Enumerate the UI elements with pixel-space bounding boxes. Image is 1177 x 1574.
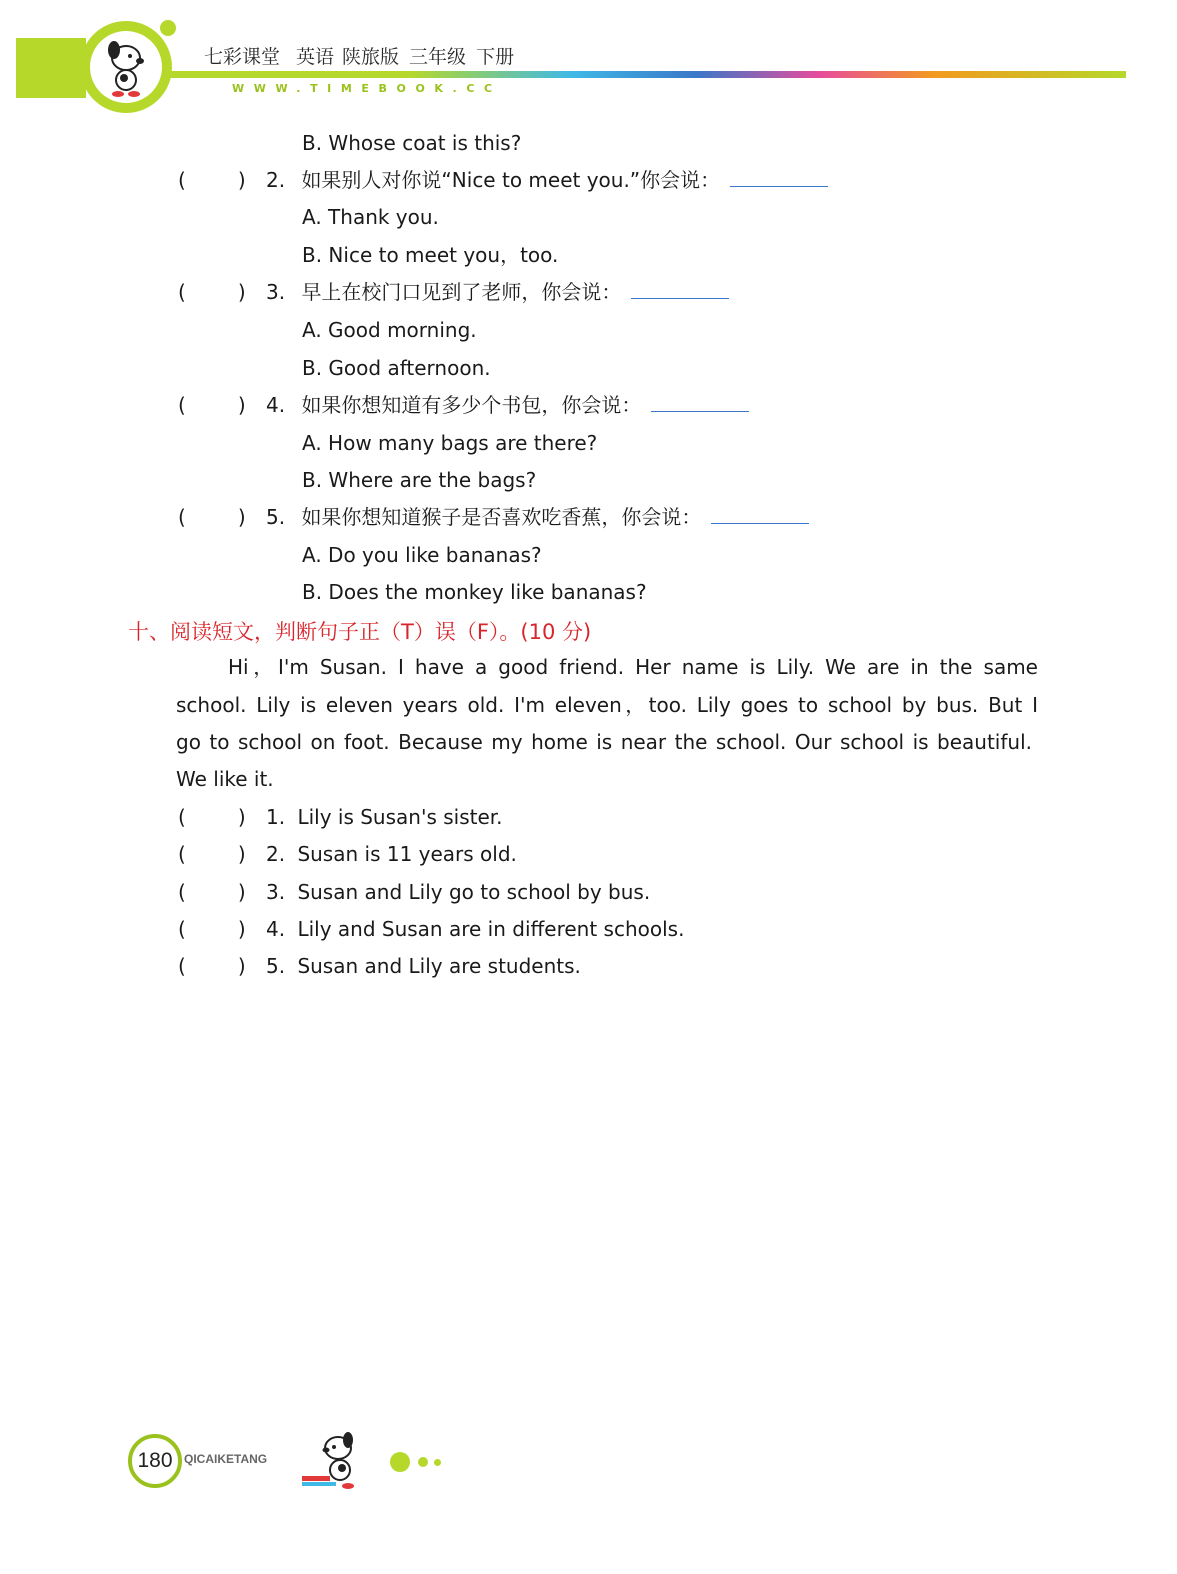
statement-row [178, 879, 650, 905]
passage-line: school. Lily is eleven years old. I'm eleven，too. Lily goes to school by bus. But I [176, 693, 1038, 717]
option-line: B. Where are the bags? [302, 468, 537, 492]
statement-number: 3. [265, 880, 286, 904]
header-title [204, 42, 530, 69]
question-number: 5. [265, 505, 286, 529]
answer-paren-open: ( [178, 168, 186, 192]
question-row [178, 279, 729, 305]
answer-paren-close: ) [237, 917, 246, 941]
answer-paren-close: ) [237, 505, 246, 529]
option-line: B. Whose coat is this? [302, 131, 522, 155]
option-line: B. Nice to meet you，too. [302, 243, 559, 267]
option-line: A. How many bags are there? [302, 431, 598, 455]
header-item: 七彩课堂 [204, 46, 281, 68]
statement-number: 4. [265, 917, 286, 941]
answer-paren-open: ( [178, 505, 186, 529]
question-prompt: 早上在校门口见到了老师，你会说： [301, 280, 622, 304]
answer-paren-open: ( [178, 917, 186, 941]
option-line: A. Good morning. [302, 318, 477, 342]
answer-paren-open: ( [178, 280, 186, 304]
answer-paren-open: ( [178, 954, 186, 978]
statement-text: Susan and Lily go to school by bus. [297, 880, 651, 904]
header-decoration [0, 0, 1177, 120]
header-item: 陕旅版 [342, 46, 400, 68]
header-item: 英语 [296, 46, 335, 68]
passage-line: Hi，I'm Susan. I have a good friend. Her name is Lily. We are in the same [228, 655, 1038, 679]
decorative-dot [434, 1459, 441, 1466]
passage-line: We like it. [176, 767, 274, 791]
question-prompt: 如果你想知道猴子是否喜欢吃香蕉，你会说： [301, 505, 702, 529]
question-row [178, 504, 809, 530]
answer-paren-close: ) [237, 168, 246, 192]
statement-text: Susan and Lily are students. [297, 954, 581, 978]
dog-mascot-icon [296, 1430, 372, 1492]
option-line: B. Good afternoon. [302, 356, 491, 380]
dog-mascot-icon [96, 36, 158, 100]
page-number: 180 [128, 1434, 182, 1488]
answer-paren-open: ( [178, 805, 186, 829]
question-number: 2. [265, 168, 286, 192]
header-item: 下册 [476, 46, 515, 68]
header-item: 三年级 [409, 46, 467, 68]
passage-line: go to school on foot. Because my home is near the school. Our school is beautiful. [176, 730, 1032, 754]
answer-paren-close: ) [237, 880, 246, 904]
statement-row [178, 804, 503, 830]
option-line: A. Do you like bananas? [302, 543, 542, 567]
question-prompt: 如果别人对你说“Nice to meet you.”你会说： [301, 168, 721, 192]
decorative-dot [418, 1457, 428, 1467]
option-line: A. Thank you. [302, 205, 439, 229]
answer-paren-open: ( [178, 393, 186, 417]
answer-blank [651, 393, 749, 412]
footer-brand: QICAIKETANG [184, 1452, 268, 1466]
question-row [178, 392, 749, 418]
question-prompt: 如果你想知道有多少个书包，你会说： [301, 393, 642, 417]
statement-row [178, 953, 581, 979]
statement-text: Lily and Susan are in different schools. [297, 917, 685, 941]
header [0, 0, 1177, 120]
question-number: 4. [265, 393, 286, 417]
statement-number: 5. [265, 954, 286, 978]
statement-row [178, 841, 517, 867]
answer-paren-open: ( [178, 880, 186, 904]
statement-text: Lily is Susan's sister. [297, 805, 503, 829]
statement-number: 1. [265, 805, 286, 829]
question-row [178, 167, 828, 193]
answer-paren-close: ) [237, 954, 246, 978]
answer-paren-close: ) [237, 280, 246, 304]
section-heading: 十、阅读短文，判断句子正（T）误（F）。(10 分) [128, 620, 592, 644]
decorative-dot [390, 1452, 410, 1472]
option-line: B. Does the monkey like bananas? [302, 580, 647, 604]
answer-blank [730, 168, 828, 187]
statement-text: Susan is 11 years old. [297, 842, 517, 866]
statement-row [178, 916, 684, 942]
answer-paren-close: ) [237, 805, 246, 829]
answer-blank [631, 280, 729, 299]
answer-paren-close: ) [237, 842, 246, 866]
statement-number: 2. [265, 842, 286, 866]
header-url: WWW.TIMEBOOK.CC [232, 82, 502, 95]
answer-paren-close: ) [237, 393, 246, 417]
answer-blank [711, 505, 809, 524]
answer-paren-open: ( [178, 842, 186, 866]
question-number: 3. [265, 280, 286, 304]
